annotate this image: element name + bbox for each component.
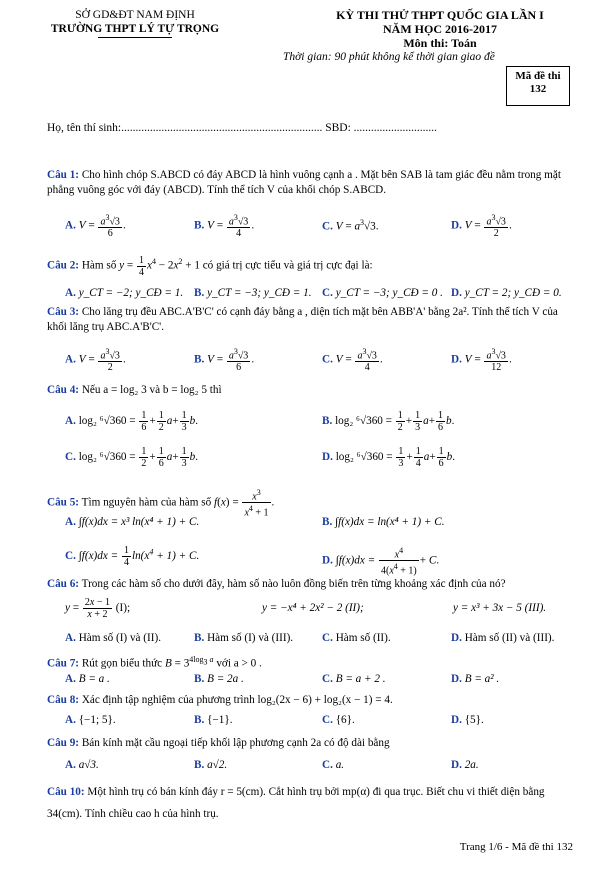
q2-option-a[interactable]: A. y_CT = −2; y_CĐ = 1. [65,287,184,299]
q6-function-1: y = $\frac{2x - 1}{x + 2}$ (I); [65,597,131,620]
exam-code-box [506,66,570,106]
q7-option-d[interactable]: D. B = a² . [451,673,500,685]
question-6: Câu 6: Trong các hàm số cho dưới đây, hàm số nào luôn đồng biến trên từng khoảng xác định của nó? [47,578,506,590]
q9-option-c[interactable]: C. a. [322,759,345,771]
q7-option-a[interactable]: A. B = a . [65,673,110,685]
q6-function-2: y = −x⁴ + 2x² − 2 (II); [262,602,364,614]
exam-time: Thời gian: 90 phút không kể thời gian giao đề [283,51,495,63]
question-10: Câu 10: Một hình trụ có bán kính đáy r = 5(cm). Cắt hình trụ bởi mp(α) đi qua trục. Biết chu vi thiết diện bằng 34(cm). Tính chiều cao h của hình trụ. [47,786,545,820]
question-1 [47,168,572,198]
q9-option-d[interactable]: D. 2a. [451,759,479,771]
q6-option-c[interactable]: C. Hàm số (II). [322,632,391,644]
q3-option-a[interactable]: A. V = $\frac{a^3√3}{2}$ . [65,347,126,374]
q1-option-d[interactable]: D. V = $\frac{a^3√3}{2}$ . [451,213,512,240]
q6-function-3: y = x³ + 3x − 5 (III). [453,602,547,614]
q8-option-c[interactable]: C. {6}. [322,714,355,726]
q7-option-c[interactable]: C. B = a + 2 . [322,673,386,685]
q3-option-b[interactable]: B. V = $\frac{a^3√3}{6}$ . [194,347,255,374]
q7-option-b[interactable]: B. B = 2a . [194,673,244,685]
header-left [40,8,230,38]
header-right [280,8,600,50]
q4-option-a[interactable]: A. log₂ ⁶√360 = $\frac{1}{6}$ + $\frac{1}{2}$ a+ $\frac{1}{3}$ b. [65,410,199,433]
q8-option-a[interactable]: A. {−1; 5}. [65,714,116,726]
q2-option-c[interactable]: C. y_CT = −3; y_CĐ = 0 . [322,287,443,299]
q3-option-c[interactable]: C. V = $\frac{a^3√3}{4}$ . [322,347,383,374]
header-rule [98,37,172,38]
subject: Môn thi: Toán [403,36,477,50]
student-info-line: Họ, tên thí sinh:...................................................................... SBD: ............................. [47,122,438,134]
q2-option-b[interactable]: B. y_CT = −3; y_CĐ = 1. [194,287,312,299]
q4-option-d[interactable]: D. log₂ ⁶√360 = $\frac{1}{3}$ + $\frac{1}{4}$ a+ $\frac{1}{6}$ b. [322,446,456,469]
q6-option-d[interactable]: D. Hàm số (II) và (III). [451,632,555,644]
q6-option-a[interactable]: A. Hàm số (I) và (II). [65,632,162,644]
q3-option-d[interactable]: D. V = $\frac{a^3√3}{12}$ . [451,347,512,374]
question-text: Cho hình chóp S.ABCD có đáy ABCD là hình vuông cạnh a . Mặt bên SAB là tam giác đều nằm trong mặt phẳng vuông góc với đáy (ABCD). Tính thể tích V của khối chóp S.ABCD. [47,169,561,196]
question-4: Câu 4: Nếu a = log₂ 3 và b = log₂ 5 thì [47,384,222,396]
q5-option-b[interactable]: B. ∫f(x)dx = ln(x⁴ + 1) + C. [322,516,445,528]
q1-option-a[interactable]: A. V = $\frac{a^3√3}{6}$ . [65,213,126,240]
q6-option-b[interactable]: B. Hàm số (I) và (III). [194,632,294,644]
question-label: Câu 1: [47,169,80,181]
q5-option-c[interactable]: C. ∫f(x)dx = $\frac{1}{4}$ $\ln(x^4 + 1) + C$. [65,545,200,568]
q9-option-b[interactable]: B. a√2. [194,759,228,771]
q8-option-d[interactable]: D. {5}. [451,714,484,726]
q1-option-b[interactable]: B. V = $\frac{a^3√3}{4}$ . [194,213,255,240]
question-3: Câu 3: Cho lăng trụ đều ABC.A'B'C' có cạnh đáy bằng a , diện tích mặt bên ABB'A' bằng 2a². Tính thể tích V của khối lăng trụ ABC.A'B'C'. [47,306,558,333]
q2-option-d[interactable]: D. y_CT = 2; y_CĐ = 0. [451,287,562,299]
q9-option-a[interactable]: A. a√3. [65,759,99,771]
q8-option-b[interactable]: B. {−1}. [194,714,233,726]
dept-name: SỞ GD&ĐT NAM ĐỊNH [75,9,195,21]
q5-option-d[interactable]: D. ∫f(x)dx = $\frac{x^4}{4(x^4 + 1)}$ + C. [322,546,440,577]
q4-option-b[interactable]: B. log₂ ⁶√360 = $\frac{1}{2}$ + $\frac{1}{3}$ a+ $\frac{1}{6}$ b. [322,410,455,433]
school-name: TRƯỜNG THPT LÝ TỰ TRỌNG [50,23,220,35]
question-9: Câu 9: Bán kính mặt cầu ngoại tiếp khối lập phương cạnh 2a có độ dài bằng [47,737,390,749]
question-2: Câu 2: Hàm số y = $\frac{1}{4}$ $x^4 - 2x^2 + 1$ có giá trị cực tiểu và giá trị cực đại là: [47,254,373,278]
question-8: Câu 8: Xác định tập nghiệm của phương trình log₂(2x − 6) + log₂(x − 1) = 4. [47,694,393,706]
question-7: Câu 7: Rút gọn biểu thức $B = 3^{4log_3 a}$ với a > 0 . [47,655,262,670]
exam-code-label: Mã đề thi [515,70,561,82]
page-footer: Trang 1/6 - Mã đề thi 132 [459,841,573,853]
q5-option-a[interactable]: A. ∫f(x)dx = x³ ln(x⁴ + 1) + C. [65,516,200,528]
school-year: NĂM HỌC 2016-2017 [383,22,497,36]
question-5: Câu 5: Tìm nguyên hàm của hàm số f(x) = $\frac{x^3}{x^4 + 1}$ . [47,488,275,519]
exam-code-value: 132 [529,83,547,95]
q1-option-c[interactable]: C. $V = a^3√3$. [322,218,379,233]
exam-title: KỲ THI THỬ THPT QUỐC GIA LẦN I [336,8,544,22]
q4-option-c[interactable]: C. log₂ ⁶√360 = $\frac{1}{2}$ + $\frac{1}{6}$ a+ $\frac{1}{3}$ b. [65,446,199,469]
